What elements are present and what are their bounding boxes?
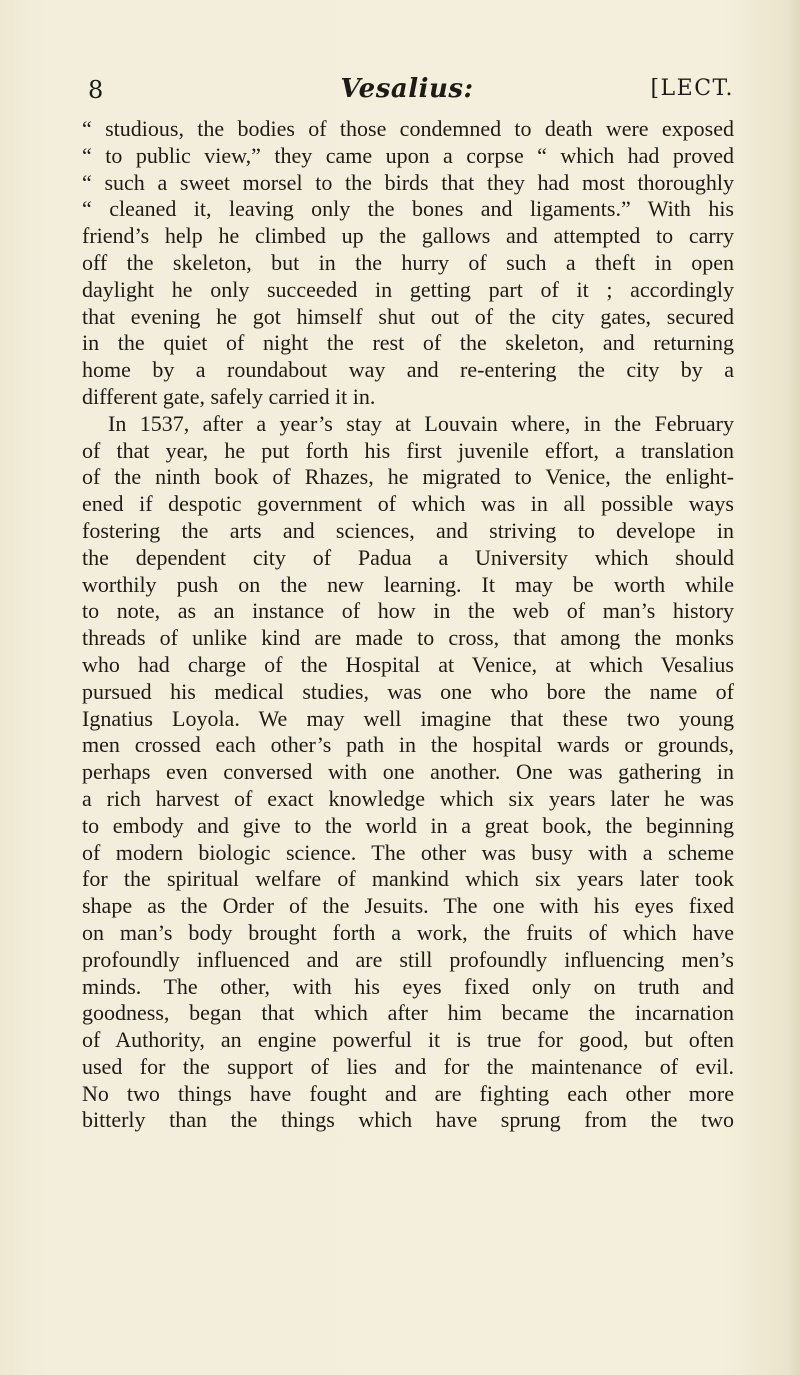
text-line: minds. The other, with his eyes fixed only on truth and [82,973,734,999]
text-line: of Authority, an engine powerful it is true for good, but often [82,1027,734,1053]
text-line: who had charge of the Hospital at Venice, at which Vesalius [82,651,734,677]
text-line: fostering the arts and sciences, and striving to develope in [82,517,734,543]
text-line: to note, as an instance of how in the web of man’s history [82,598,734,624]
text-line: friend’s help he climbed up the gallows and attempted to carry [82,223,734,249]
text-line: for the spiritual welfare of mankind which six years later took [82,866,734,892]
text-line: “ such a sweet morsel to the birds that they had most thoroughly [82,169,734,195]
text-line: home by a roundabout way and re-entering the city by a [82,357,734,383]
text-line: shape as the Order of the Jesuits. The one with his eyes fixed [82,893,734,919]
text-line: to embody and give to the world in a great book, the beginning [82,812,734,838]
text-line: the dependent city of Padua a University which should [82,544,734,570]
text-line: perhaps even conversed with one another. One was gathering in [82,759,734,785]
text-line: profoundly influenced and are still profoundly influencing men’s [82,946,734,972]
paragraph-2 [82,411,734,1135]
text-line: No two things have fought and are fighting each other more [82,1080,734,1106]
text-line: pursued his medical studies, was one who bore the name of [82,678,734,704]
body-text [82,116,734,1134]
text-line: a rich harvest of exact knowledge which six years later he was [82,785,734,811]
text-line: “ cleaned it, leaving only the bones and ligaments.” With his [82,196,734,222]
text-line: used for the support of lies and for the maintenance of evil. [82,1053,734,1079]
text-line: different gate, safely carried it in. [82,383,376,409]
text-line: on man’s body brought forth a work, the fruits of which have [82,919,734,945]
text-line: worthily push on the new learning. It may be worth while [82,571,734,597]
text-line: off the skeleton, but in the hurry of such a theft in open [82,249,734,275]
text-line: bitterly than the things which have sprung from the two [82,1107,734,1133]
text-line: that evening he got himself shut out of the city gates, secured [82,303,734,329]
text-line: of that year, he put forth his first juvenile effort, a translation [82,437,734,463]
text-line: threads of unlike kind are made to cross, that among the monks [82,625,734,651]
text-line: Ignatius Loyola. We may well imagine that these two young [82,705,734,731]
text-line: men crossed each other’s path in the hospital wards or grounds, [82,732,734,758]
section-mark: [LECT. [650,76,734,101]
text-line: “ to public view,” they came upon a corpse “ which had proved [82,142,734,168]
text-line: of modern biologic science. The other was busy with a scheme [82,839,734,865]
page-edge-shadow [786,0,800,1375]
text-line: in the quiet of night the rest of the skeleton, and returning [82,330,734,356]
running-header [74,64,740,104]
text-line: daylight he only succeeded in getting part of it ; accordingly [82,276,734,302]
text-line: ened if despotic government of which was in all possible ways [82,491,734,517]
text-line: “ studious, the bodies of those condemned to death were exposed [82,116,734,141]
text-line: goodness, began that which after him became the incarnation [82,1000,734,1026]
text-line: of the ninth book of Rhazes, he migrated to Venice, the enlight- [82,464,734,490]
text-line: In 1537, after a year’s stay at Louvain where, in the February [108,410,734,436]
running-title: Vesalius: [340,74,474,104]
paragraph-1 [82,116,734,411]
page-number: 8 [88,76,104,104]
